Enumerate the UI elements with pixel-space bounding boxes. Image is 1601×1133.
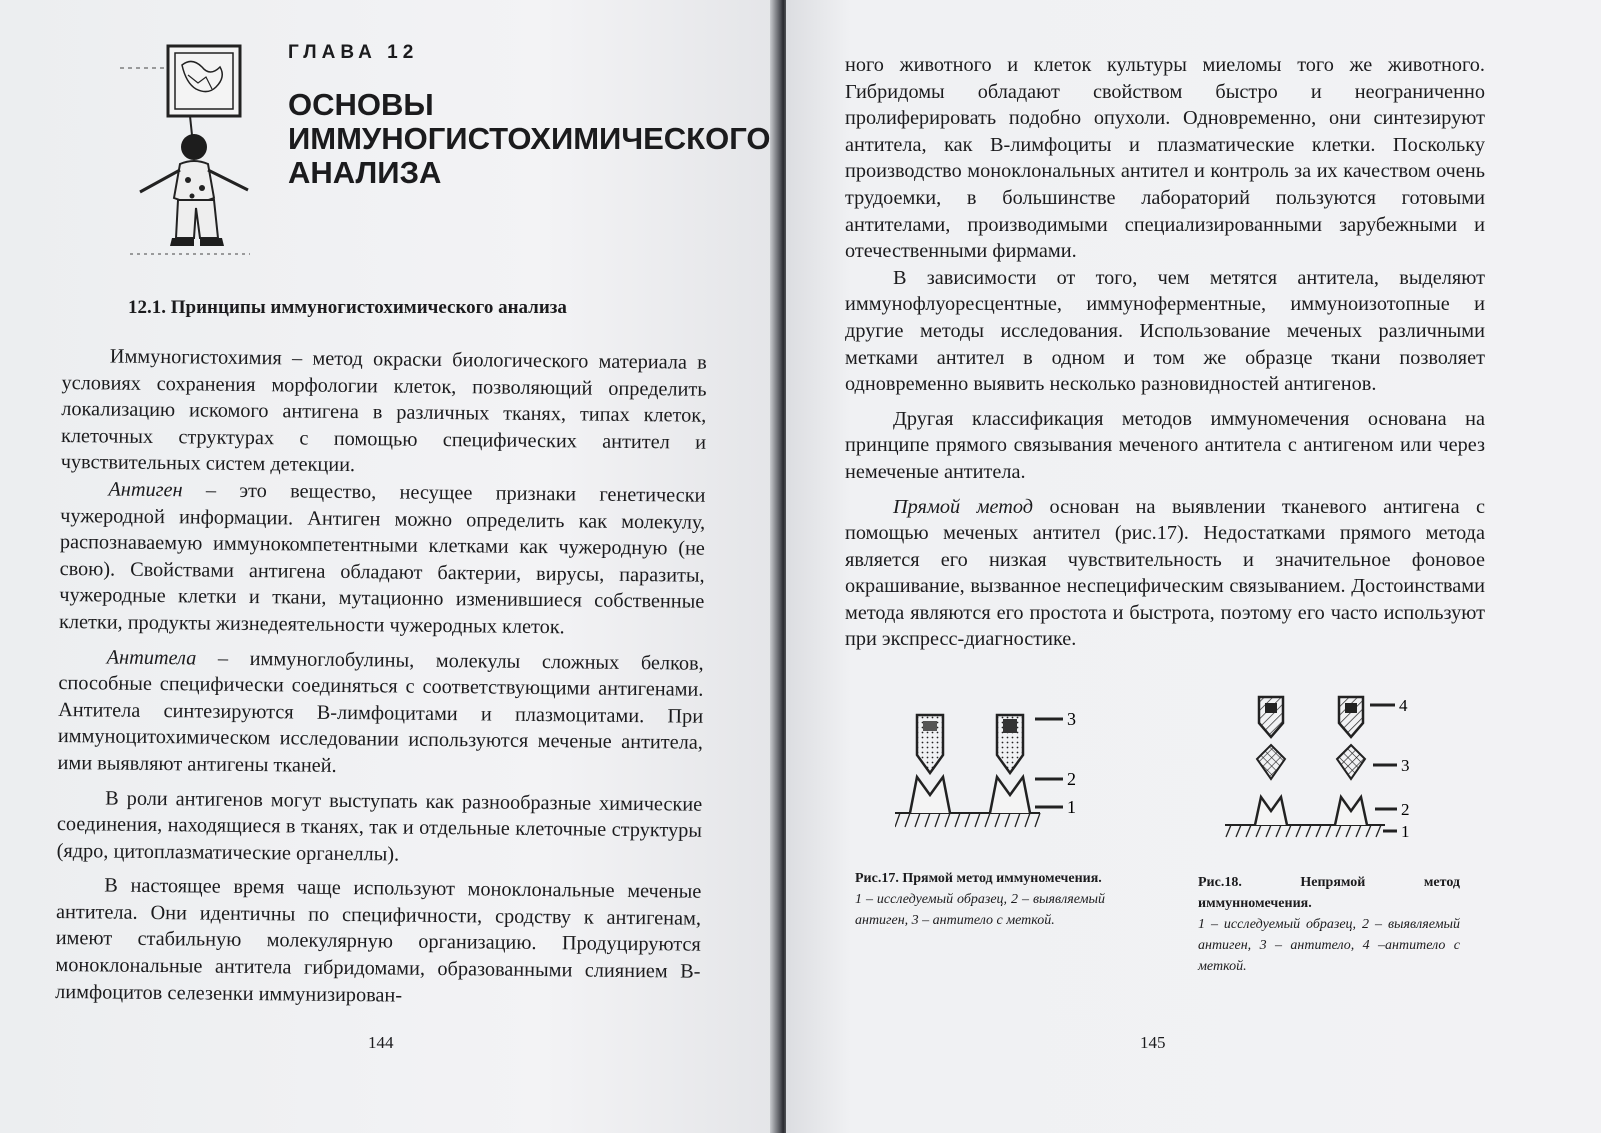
figure-17-caption bbox=[855, 868, 1105, 931]
chapter-title-line: ИММУНОГИСТОХИМИЧЕСКОГО bbox=[288, 121, 771, 156]
figure-17-label: 3 bbox=[1067, 709, 1076, 729]
caption-title: Рис.18. Непрямой метод иммунномечения. bbox=[1198, 875, 1460, 911]
paragraph: Прямой метод основан на выявлении тканевого антигена с помощью меченых антител (рис.17). Недостатками прямого метода является его низкая чувствительность и значительное фоновое окрашивание, вызванное неспецифическим связыванием. Достоинствами метода являются его простота и быстрота, поэтому его часто используют при экспресс-диагностике. bbox=[845, 495, 1485, 651]
figure-18-label: 1 bbox=[1401, 822, 1410, 841]
figure-17-diagram bbox=[895, 695, 1095, 845]
paragraph: ного животного и клеток культуры миеломы того же животного. Гибридомы обладают свойством быстро и неограниченно пролиферировать подобно опухоли. Одновременно, они синтезируют антитела, как В-лимфоциты и плазматические клетки. Поскольку производство моноклональных антител и контроль за их качеством очень трудоемки, в большинстве лабораторий пользуются готовыми антителами, производимыми специализированными зарубежными и отечественными фирмами. bbox=[845, 54, 1485, 263]
figure-18-label: 3 bbox=[1401, 756, 1410, 775]
figure-18-label: 4 bbox=[1399, 696, 1408, 715]
page-number: 145 bbox=[1140, 1033, 1166, 1052]
paragraph: В роли антигенов могут выступать как разнообразные химические соединения, находящиеся в тканях, так и отдельные клеточные структуры (ядро, цитоплазматические органеллы). bbox=[56, 786, 703, 866]
figure-17-label: 1 bbox=[1067, 797, 1076, 817]
caption-title: Рис.17. Прямой метод иммуномечения. bbox=[855, 871, 1102, 886]
paragraph: Антиген – это вещество, несущее признаки генетически чужеродной информации. Антиген можно определить как молекулу, распознаваемую иммунокомпетентными клетками как чужеродную (не свою). Свойствами антигена обладают бактерии, вирусы, паразиты, чужеродные клетки и ткани, мутационно изменившиеся собственные клетки, продукты жизнедеятельности чужеродных клеток. bbox=[58, 478, 706, 639]
figure-18-diagram bbox=[1225, 685, 1445, 845]
left-body-text bbox=[55, 343, 707, 1012]
paragraph: Иммуногистохимия – метод окраски биологического материала в условиях сохранения морфологии клеток, позволяющий определить локализацию искомого антигена в различных тканях, типах клеток, клеточных структурах с помощью специфических антител и чувствительных систем детекции. bbox=[60, 345, 707, 477]
figure-18-caption bbox=[1198, 872, 1460, 977]
section-heading: 12.1. Принципы иммуногистохимического анализа bbox=[128, 297, 567, 318]
chapter-title-line: АНАЛИЗА bbox=[288, 155, 442, 190]
paragraph: Другая классификация методов иммуномечения основана на принципе прямого связывания меченого антитела с антигеном или через немеченые антитела. bbox=[845, 407, 1485, 483]
paragraph: В настоящее время чаще используют моноклональные меченые антитела. Они идентичны по специфичности, сродству к антигенам, имеют стабильную молекулярную организацию. Продуцируются моноклональные антитела гибридомами, образованными слиянием В-лимфоцитов селезенки иммунизирован- bbox=[55, 874, 702, 1007]
right-body-text bbox=[845, 52, 1485, 653]
left-page bbox=[0, 0, 778, 1133]
caption-legend: 1 – исследуемый образец, 2 – выявляемый антиген, 3 – антитело, 4 –антитело с меткой. bbox=[1198, 917, 1460, 974]
term-antibodies: Антитела bbox=[106, 646, 197, 669]
chapter-title bbox=[288, 87, 771, 190]
page-number: 144 bbox=[368, 1033, 394, 1052]
term-direct-method: Прямой метод bbox=[893, 495, 1034, 518]
chapter-illustration bbox=[120, 40, 260, 265]
paragraph: Антитела – иммуноглобулины, молекулы сложных белков, способные специфически соединяться с соответствующими антигенами. Антитела синтезируются В-лимфоцитами и плазмоцитами. При иммуноцитохимическом исследовании используются меченые антитела, ими выявляют антигены тканей. bbox=[57, 646, 704, 777]
chapter-title-line: ОСНОВЫ bbox=[288, 87, 434, 122]
term-antigen: Антиген bbox=[108, 478, 183, 502]
caption-legend: 1 – исследуемый образец, 2 – выявляемый антиген, 3 – антитело с меткой. bbox=[855, 892, 1105, 928]
chapter-label: ГЛАВА 12 bbox=[288, 42, 419, 63]
figure-18-label: 2 bbox=[1401, 800, 1410, 819]
figure-17-label: 2 bbox=[1067, 769, 1076, 789]
paragraph: В зависимости от того, чем метятся антитела, выделяют иммунофлуоресцентные, иммуноферментные, иммуноизотопные и другие методы исследования. Использование меченых различными метками антител в одном и том же образце ткани позволяет одновременно выявить несколько разновидностей антигенов. bbox=[845, 266, 1485, 396]
